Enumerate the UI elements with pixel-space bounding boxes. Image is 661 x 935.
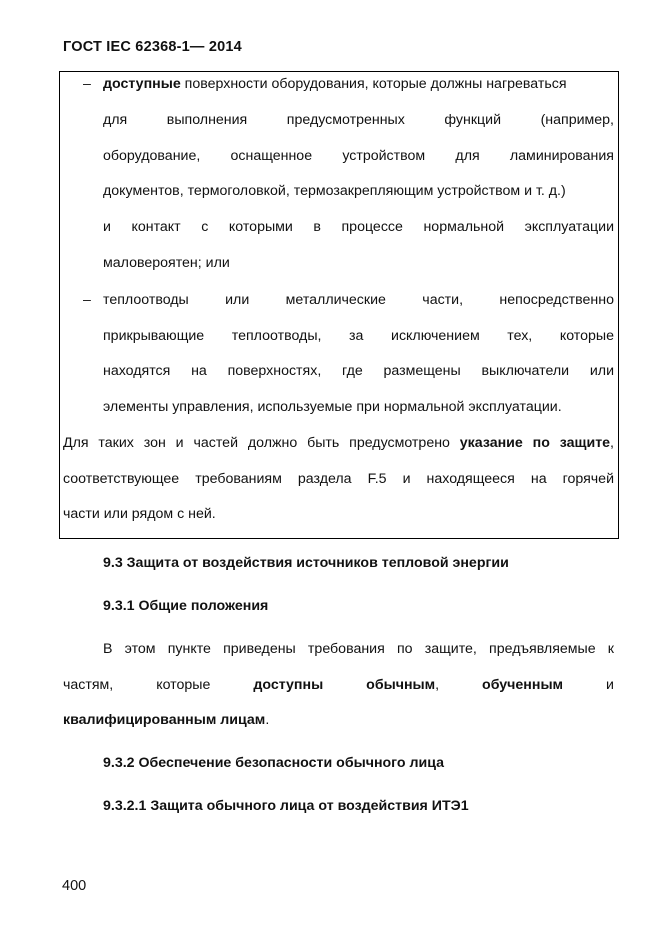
term-accessible: доступные [103, 76, 181, 92]
item1-line6: маловероятен; или [103, 255, 230, 271]
paragraph-line2: частям, которые доступны обычным, обученным и [63, 677, 614, 693]
item2-line1: теплоотводы или металлические части, непосредственно [103, 292, 614, 308]
item1-line2: для выполнения предусмотренных функций (например, [103, 112, 614, 128]
term-safeguard-instruction: указание по защите [459, 435, 611, 451]
term-skilled-persons: квалифицированным лицам [63, 712, 266, 728]
term-instructed: обученным [482, 677, 564, 693]
term-accessible: доступны [253, 677, 324, 693]
note-line3: части или рядом с ней. [63, 506, 216, 522]
item1-line3: оборудование, оснащенное устройством для ламинирования [103, 148, 614, 164]
paragraph-line3: квалифицированным лицам. [63, 712, 270, 728]
section-heading-9-3: 9.3 Защита от воздействия источников тепловой энергии [103, 555, 509, 571]
document-header: ГОСТ IEC 62368-1— 2014 [63, 39, 242, 55]
item2-line4: элементы управления, используемые при нормальной эксплуатации. [103, 399, 562, 415]
section-heading-9-3-2: 9.3.2 Обеспечение безопасности обычного лица [103, 755, 445, 771]
list-bullet: – [83, 292, 91, 308]
list-bullet: – [83, 76, 91, 92]
section-heading-9-3-2-1: 9.3.2.1 Защита обычного лица от воздействия ИТЭ1 [103, 798, 469, 814]
paragraph-line1: В этом пункте приведены требования по защите, предъявляемые к [103, 641, 614, 657]
item1-line4: документов, термоголовкой, термозакрепляющим устройством и т. д.) [103, 183, 566, 199]
item2-line3: находятся на поверхностях, где размещены выключатели или [103, 363, 614, 379]
note-line1: Для таких зон и частей должно быть предусмотрено указание по защите, [63, 435, 614, 451]
page-number: 400 [62, 878, 87, 894]
term-ordinary: обычным [366, 677, 436, 693]
item1-line5: и контакт с которыми в процессе нормальной эксплуатации [103, 219, 614, 235]
section-heading-9-3-1: 9.3.1 Общие положения [103, 598, 269, 614]
item2-line2: прикрывающие теплоотводы, за исключением тех, которые [103, 328, 614, 344]
note-line2: соответствующее требованиям раздела F.5 и находящееся на горячей [63, 471, 614, 487]
item1-line1: доступные поверхности оборудования, которые должны нагреваться [103, 76, 567, 92]
